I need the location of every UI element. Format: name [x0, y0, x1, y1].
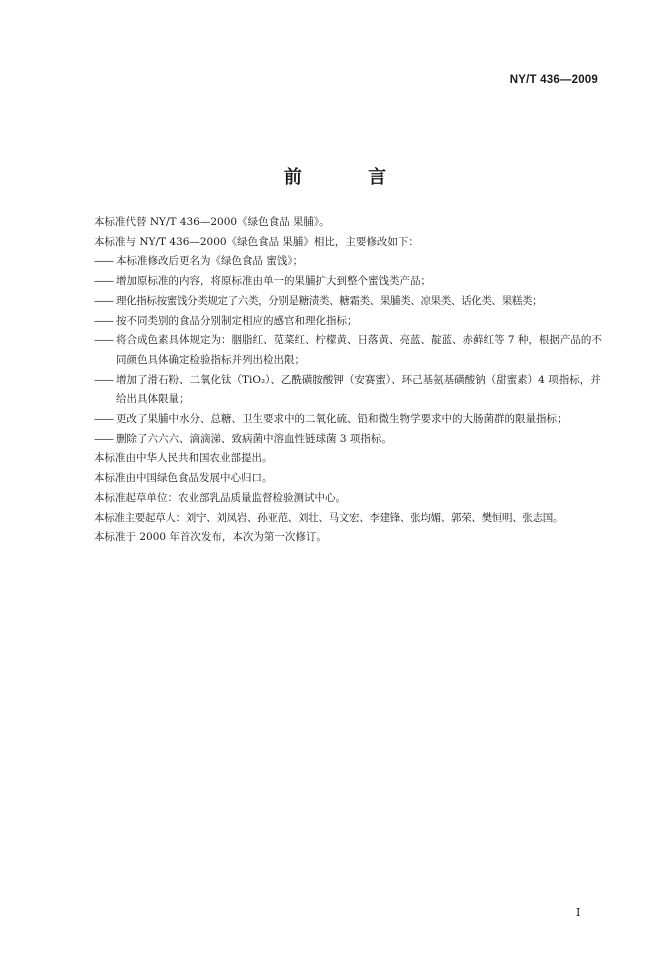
dash-marker: ——	[94, 334, 113, 347]
foreword-body	[94, 213, 604, 548]
drafting-unit-line: 本标准起草单位：农业部乳品质量监督检验测试中心。	[94, 491, 346, 504]
dash-marker: ——	[94, 373, 113, 386]
intro-line-1: 本标准代替 NY/T 436—2000《绿色食品 果脯》。	[94, 216, 330, 228]
change-item-2	[94, 272, 604, 292]
intro-line-2: 本标准与 NY/T 436—2000《绿色食品 果脯》相比，主要修改如下：	[94, 235, 419, 248]
change-item-4	[94, 312, 604, 332]
dash-marker: ——	[94, 275, 113, 288]
change-text: 理化指标按蜜饯分类规定了六类，分别是糖渍类、糖霜类、果脯类、凉果类、话化类、果糕类；	[116, 294, 543, 307]
change-item-6	[94, 371, 604, 410]
change-item-7	[94, 410, 604, 430]
change-item-3	[94, 292, 604, 312]
change-text: 删除了六六六、滴滴涕、致病菌中溶血性链球菌 3 项指标。	[116, 432, 392, 445]
change-text: 更改了果脯中水分、总糖、卫生要求中的二氧化硫、铅和微生物学要求中的大肠菌群的限量指标；	[116, 413, 568, 426]
dash-marker: ——	[94, 294, 113, 307]
change-item-8	[94, 430, 604, 450]
dash-marker: ——	[94, 413, 113, 426]
standard-code: NY/T 436—2009	[509, 74, 598, 86]
change-text: 本标准修改后更名为《绿色食品 蜜饯》；	[116, 255, 304, 268]
release-history-line: 本标准于 2000 年首次发布，本次为第一次修订。	[94, 531, 327, 544]
dash-marker: ——	[94, 314, 113, 327]
centralized-by-line: 本标准由中国绿色食品发展中心归口。	[94, 472, 273, 485]
dash-marker: ——	[94, 255, 113, 268]
change-text: 按不同类别的食品分别制定相应的感官和理化指标；	[116, 314, 358, 327]
change-item-1	[94, 252, 604, 272]
page-number: I	[576, 906, 581, 919]
change-item-5	[94, 331, 604, 370]
proposer-line: 本标准由中华人民共和国农业部提出。	[94, 452, 273, 465]
page-title: 前 言	[283, 167, 417, 188]
change-text: 增加原标准的内容，将原标准由单一的果脯扩大到整个蜜饯类产品；	[116, 275, 431, 288]
change-text: 将合成色素具体规定为：胭脂红、苋菜红、柠檬黄、日落黄、亮蓝、靛蓝、赤藓红等 7 种，根据产品的不同颜色具体确定检验指标并列出检出限；	[116, 334, 602, 366]
dash-marker: ——	[94, 432, 113, 445]
drafters-line: 本标准主要起草人：刘宁、刘凤岩、孙亚范、刘壮、马文宏、李建锋、张均媚、郭荣、樊恒明、张志国。	[94, 511, 564, 524]
change-text: 增加了滑石粉、二氧化钛（TiO₂）、乙酰磺胺酸钾（安赛蜜）、环己基氨基磺酸钠（甜蜜素）4 项指标，并给出具体限量；	[116, 373, 601, 406]
